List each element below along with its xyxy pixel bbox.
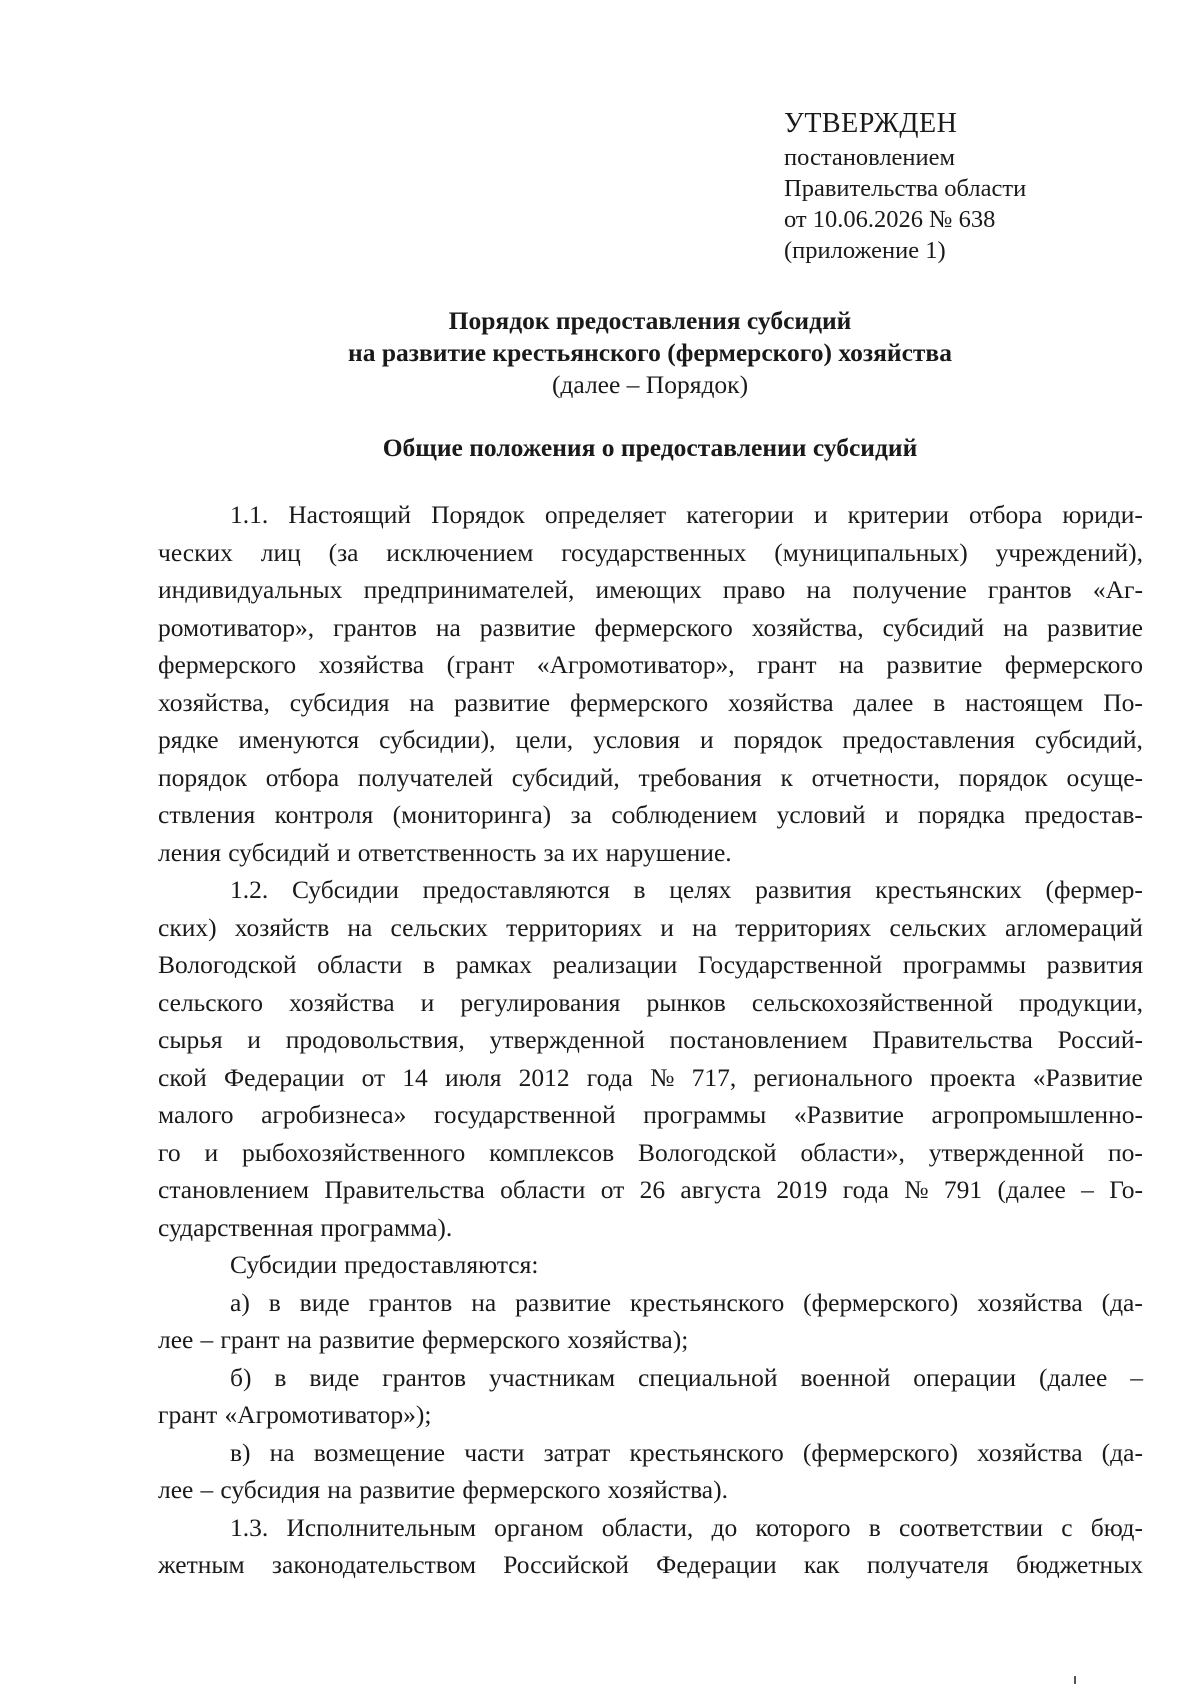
body-line: рядке именуются субсидии), цели, условия и порядок предоставления субсидий, (158, 725, 1143, 754)
body-line: сельского хозяйства и регулирования рынков сельскохозяйственной продукции, (158, 987, 1143, 1017)
body-line: сударственная программа). (158, 1212, 453, 1242)
body-line: жетным законодательством Российской Федерации как получателя бюджетных (158, 1550, 1143, 1579)
body-line: малого агробизнеса» государственной программы «Развитие агропромышленно- (158, 1100, 1143, 1129)
body-line: хозяйства, субсидия на развитие фермерского хозяйства далее в настоящем По- (158, 687, 1143, 717)
body-line: ских) хозяйств на сельских территориях и на территориях сельских агломераций (158, 912, 1143, 942)
approval-line: постановлением (784, 144, 956, 171)
body-text (158, 496, 1143, 1584)
scan-mark (1074, 1676, 1076, 1684)
body-line: ления субсидий и ответственность за их нарушение. (158, 837, 732, 867)
body-line: 1.1. Настоящий Порядок определяет категории и критерии отбора юриди- (230, 500, 1143, 529)
body-line: Субсидии предоставляются: (230, 1250, 539, 1279)
document-title-line: на развитие крестьянского (фермерского) хозяйства (348, 338, 952, 367)
body-line: а) в виде грантов на развитие крестьянского (фермерского) хозяйства (да- (230, 1287, 1143, 1317)
body-line: го и рыбохозяйственного комплексов Вологодской области», утвержденной по- (158, 1137, 1143, 1167)
section-heading: Общие положения о предоставлении субсидий (382, 433, 918, 462)
body-line: лее – субсидия на развитие фермерского хозяйства). (158, 1475, 728, 1504)
document-title-line: Порядок предоставления субсидий (448, 306, 852, 335)
body-line: фермерского хозяйства (грант «Агромотиватор», грант на развитие фермерского (158, 650, 1143, 679)
approval-title: УТВЕРЖДЕН (784, 108, 958, 139)
body-line: 1.2. Субсидии предоставляются в целях развития крестьянских (фермер- (230, 875, 1143, 904)
approval-line: (приложение 1) (784, 237, 946, 264)
body-line: в) на возмещение части затрат крестьянского (фермерского) хозяйства (да- (230, 1437, 1143, 1467)
approval-line: Правительства области (784, 175, 1027, 202)
approval-line: от 10.06.2026 № 638 (784, 206, 996, 233)
body-line: ромотиватор», грантов на развитие фермерского хозяйства, субсидий на развитие (158, 612, 1143, 642)
body-line: лее – грант на развитие фермерского хозяйства); (158, 1325, 689, 1354)
body-line: 1.3. Исполнительным органом области, до которого в соответствии с бюд- (230, 1512, 1143, 1542)
approval-stamp-block (784, 106, 1114, 266)
body-line: ческих лиц (за исключением государственных (муниципальных) учреждений), (158, 537, 1143, 567)
body-line: индивидуальных предпринимателей, имеющих право на получение грантов «Аг- (158, 575, 1143, 604)
body-line: становлением Правительства области от 26 августа 2019 года № 791 (далее – Го- (158, 1175, 1143, 1204)
body-line: порядок отбора получателей субсидий, требования к отчетности, порядок осуще- (158, 762, 1143, 792)
body-line: ствления контроля (мониторинга) за соблюдением условий и порядка предостав- (158, 800, 1143, 829)
body-line: сырья и продовольствия, утвержденной постановлением Правительства Россий- (158, 1025, 1143, 1054)
body-line: ской Федерации от 14 июля 2012 года № 717, регионального проекта «Развитие (158, 1062, 1143, 1092)
document-subtitle: (далее – Порядок) (551, 370, 749, 399)
body-line: Вологодской области в рамках реализации Государственной программы развития (158, 950, 1143, 979)
document-title (120, 305, 1180, 401)
body-line: грант «Агромотиватор»); (158, 1400, 432, 1429)
body-line: б) в виде грантов участникам специальной военной операции (далее – (230, 1362, 1143, 1392)
